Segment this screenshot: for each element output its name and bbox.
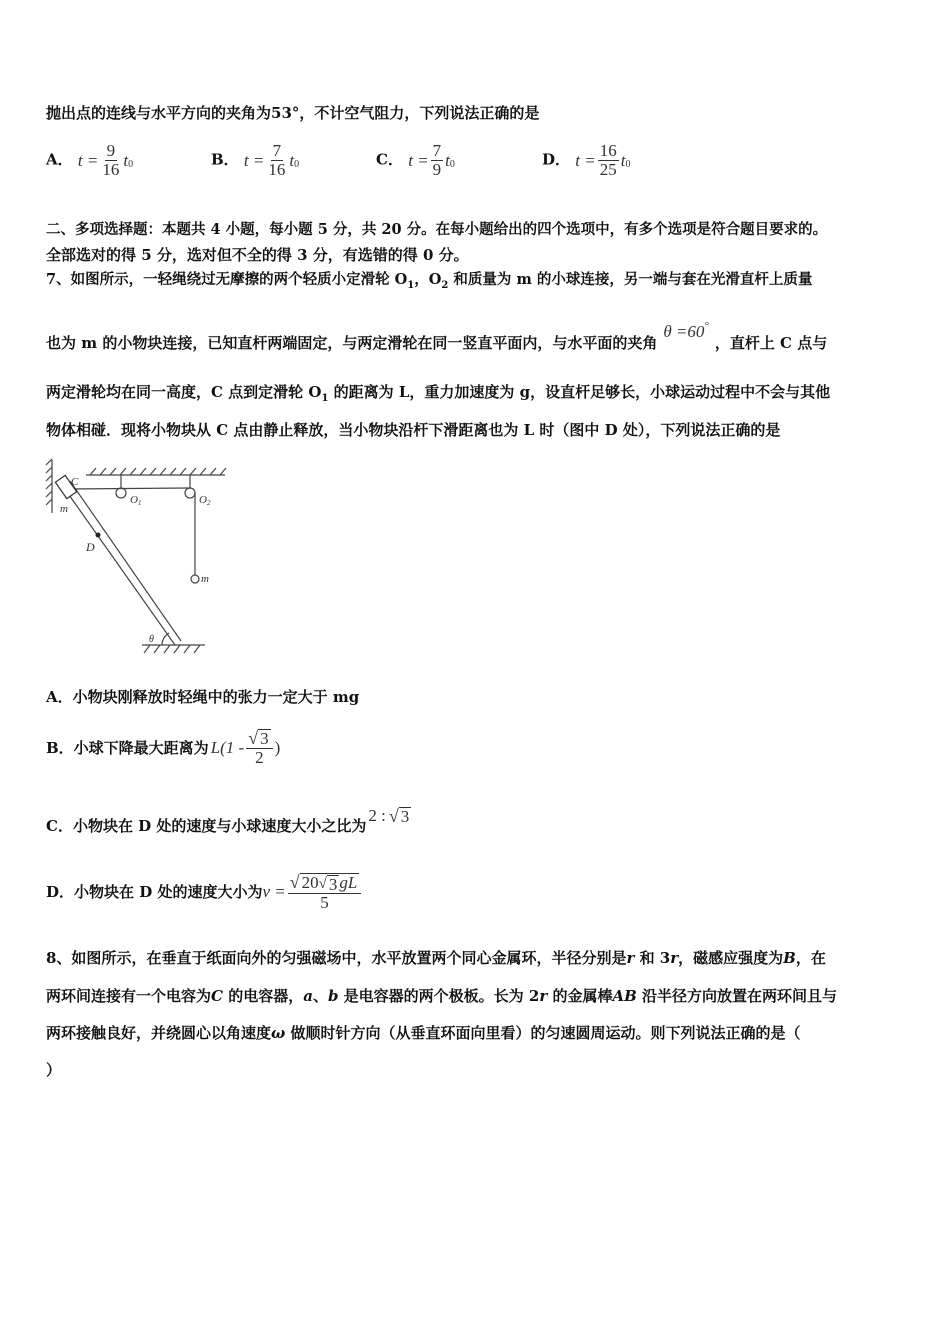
label-o1-sub: 1	[137, 499, 142, 507]
text: 和质量为 m 的小球连接，另一端与套在光滑直杆上质量	[448, 271, 813, 288]
text: 的金属棒	[547, 987, 613, 1005]
numerator	[288, 873, 362, 894]
symbol: B	[783, 949, 796, 967]
variable: t	[123, 150, 129, 170]
text: 的距离为 L，重力加速度为 g，设直杆足够长，小球运动过程中不会与其他	[328, 383, 831, 401]
q8-line2	[46, 986, 908, 1006]
text: 做顺时针方向（从垂直环面向里看）的匀速圆周运动。则下列说法正确的是（	[285, 1024, 801, 1042]
section2-heading-line2: 全部选对的得 5 分，选对但不全的得 3 分，有选错的得 0 分。	[46, 246, 469, 264]
label-theta: θ	[149, 634, 154, 645]
q7-option-a: A．小物块刚释放时轻绳中的张力一定大于 mg	[46, 688, 360, 706]
numerator	[246, 729, 272, 749]
option-label: A．	[46, 150, 73, 169]
pulley-o2	[185, 488, 195, 498]
option-text: D．小物块在 D 处的速度大小为	[46, 883, 263, 901]
q6-option-d	[542, 142, 630, 179]
numerator: 7	[272, 141, 282, 160]
ceiling-hatch	[90, 468, 96, 475]
q6-stem: 抛出点的连线与水平方向的夹角为53°，不计空气阻力，下列说法正确的是	[46, 104, 540, 122]
q7-line4: 物体相碰．现将小物块从 C 点由静止释放，当小物块沿杆下滑距离也为 L 时（图中 D 处），下列说法正确的是	[46, 421, 781, 439]
sqrt: √ 3	[388, 806, 410, 826]
option-label: B．	[211, 150, 239, 169]
denominator: 16	[268, 160, 286, 179]
option-formula	[244, 142, 299, 179]
option-text: C．小物块在 D 处的速度与小球速度大小之比为	[46, 817, 367, 835]
radicand: 3	[260, 729, 269, 748]
subscript: 0	[128, 159, 134, 170]
q7-line2	[46, 320, 908, 354]
fraction	[246, 729, 272, 767]
fraction	[100, 142, 121, 179]
q6-option-a	[46, 142, 133, 179]
outer-sqrt: √ 20 √ 3 gL	[289, 871, 358, 894]
text: 7、如图所示，一轻绳绕过无摩擦的两个轻质小定滑轮 O	[46, 271, 408, 288]
radicand: 3	[400, 807, 410, 826]
q8-line1	[46, 948, 908, 968]
formula-pre: 2 :	[368, 806, 386, 825]
subscript: 1	[407, 280, 415, 291]
q7-option-c	[46, 806, 908, 836]
formula-lhs: t =	[77, 150, 99, 170]
fraction	[598, 142, 619, 179]
variable: t	[445, 150, 450, 170]
ball-m	[191, 575, 199, 583]
option-text: B．小球下降最大距离为	[46, 739, 209, 757]
symbol: b	[327, 987, 339, 1005]
text: 沿半径方向放置在两环间且与	[636, 987, 838, 1005]
label-m-ball: m	[201, 573, 209, 585]
rope-horizontal	[70, 488, 190, 489]
variable: t	[289, 150, 295, 170]
label-d: D	[86, 540, 95, 554]
fraction	[288, 873, 362, 912]
option-formula	[575, 142, 630, 179]
coefficient: 20	[301, 872, 319, 892]
numerator: 16	[599, 141, 617, 160]
label-o1	[130, 494, 141, 507]
fraction	[431, 142, 444, 179]
theta-expr: θ =60	[663, 322, 705, 341]
option-d-formula	[262, 873, 363, 912]
numerator: 7	[432, 141, 442, 160]
text: 是电容器的两个极板。长为 2	[338, 987, 540, 1005]
option-formula	[78, 142, 133, 179]
rod-edge-right	[70, 481, 181, 641]
symbol: a	[303, 987, 313, 1005]
text: 也为 m 的小物块连接，已知直杆两端固定，与两定滑轮在同一竖直平面内，与水平面的夹角	[46, 334, 658, 352]
formula-lhs: t =	[408, 150, 429, 170]
numerator: 9	[106, 141, 116, 160]
denominator: 9	[432, 160, 442, 179]
option-b-formula	[211, 729, 281, 767]
text: ，在	[795, 949, 826, 967]
formula-pre: L(1 -	[210, 738, 245, 757]
formula-lhs: v =	[262, 882, 286, 901]
section2-heading-line1: 二、多项选择题：本题共 4 小题，每小题 5 分，共 20 分。在每小题给出的四个选项中，有多个选项是符合题目要求的。	[46, 221, 828, 238]
fraction	[266, 142, 287, 179]
q6-option-c	[376, 142, 455, 179]
text: 两环接触良好，并绕圆心以角速度	[46, 1024, 272, 1042]
denominator: 25	[599, 160, 617, 179]
denominator: 5	[320, 892, 329, 912]
q6-option-b	[211, 142, 299, 179]
point-d	[96, 533, 101, 538]
label-o2	[199, 494, 211, 507]
q8-line4: ）	[46, 1061, 62, 1079]
text: 8、如图所示，在垂直于纸面向外的匀强磁场中，水平放置两个同心金属环，半径分别是	[46, 949, 627, 967]
subscript: 0	[294, 159, 300, 170]
formula-lhs: t =	[243, 150, 265, 170]
label-o2-letter: O	[199, 494, 207, 506]
rod-edge-left	[62, 485, 175, 645]
variable: t	[620, 150, 626, 170]
ground-hatch	[144, 645, 150, 653]
theta-formula	[663, 322, 708, 342]
subscript: 2	[441, 280, 449, 291]
q7-line1	[46, 270, 908, 292]
option-label: C．	[376, 150, 403, 169]
subscript: 0	[625, 159, 631, 170]
q7-line3	[46, 382, 908, 405]
degree-sign: °	[704, 320, 709, 332]
symbol: r	[670, 949, 679, 967]
pulley-o1	[116, 488, 126, 498]
sqrt: √ 3	[248, 728, 269, 748]
formula-tail: gL	[339, 872, 358, 892]
symbol: r	[626, 949, 635, 967]
text: 的电容器，	[222, 987, 304, 1005]
pulley-rod-figure	[40, 455, 240, 660]
symbol: r	[539, 987, 548, 1005]
text: 、	[312, 987, 328, 1005]
wall-hatch	[46, 459, 52, 465]
denominator: 16	[102, 160, 120, 179]
text: 和 3	[634, 949, 671, 967]
denominator: 2	[255, 748, 264, 767]
symbol: AB	[612, 987, 637, 1005]
option-c-formula	[368, 806, 411, 826]
label-c: C	[71, 476, 79, 488]
formula-post: )	[274, 738, 281, 757]
text: ，磁感应强度为	[678, 949, 784, 967]
inner-sqrt: √ 3	[318, 874, 338, 894]
outer-radicand	[300, 873, 360, 893]
q7-option-b	[46, 726, 908, 770]
inner-radicand: 3	[328, 874, 338, 894]
text: 两定滑轮均在同一高度，C 点到定滑轮 O	[46, 383, 322, 401]
q8-line3	[46, 1023, 908, 1043]
label-m-block: m	[60, 503, 68, 515]
option-label: D．	[542, 150, 571, 169]
label-o1-letter: O	[130, 494, 138, 506]
label-o2-sub: 2	[206, 499, 211, 507]
subscript: 0	[449, 159, 455, 170]
text: 两环间连接有一个电容为	[46, 987, 212, 1005]
subscript: 1	[321, 393, 329, 404]
q7-option-d	[46, 866, 908, 918]
symbol: C	[211, 987, 223, 1005]
symbol: ω	[271, 1024, 286, 1042]
option-formula	[408, 142, 455, 179]
formula-lhs: t =	[575, 150, 596, 170]
text: ，O	[414, 271, 442, 288]
text: ，直杆上 C 点与	[714, 334, 828, 352]
